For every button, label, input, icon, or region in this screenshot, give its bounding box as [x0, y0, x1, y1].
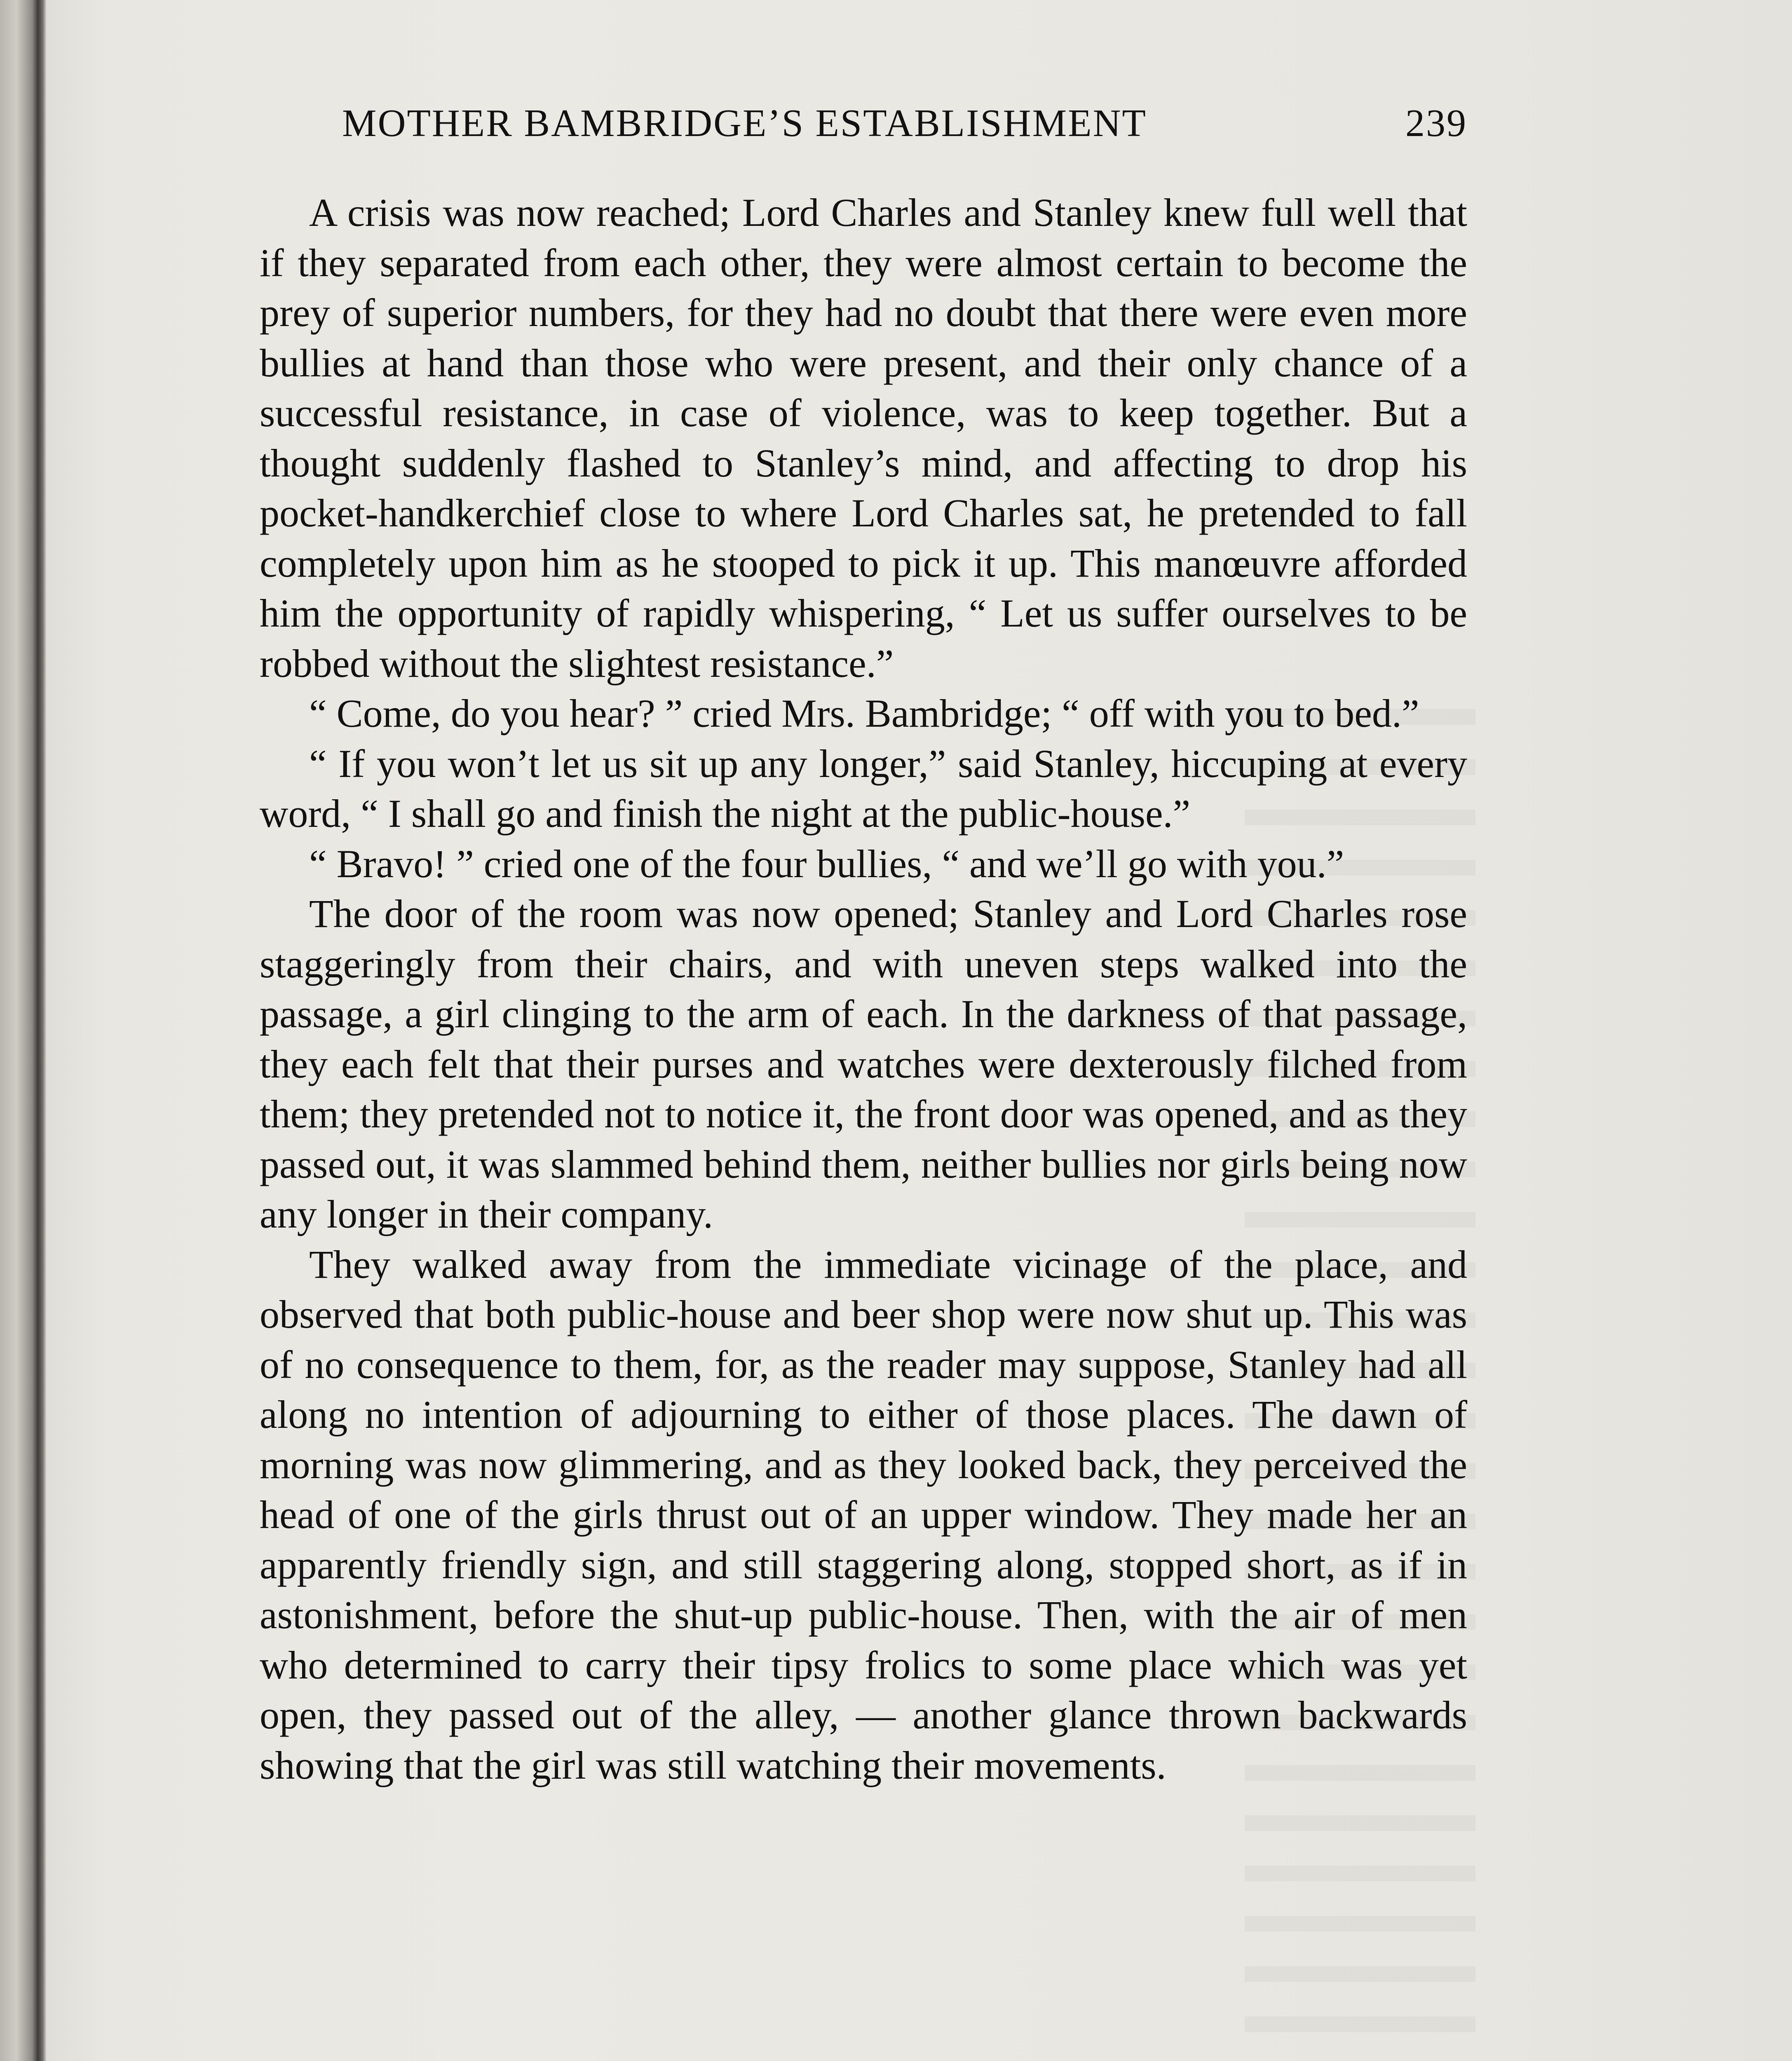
paragraph-4: “ Bravo! ” cried one of the four bullies, “ and we’ll go with you.” [309, 841, 1344, 886]
running-title: MOTHER BAMBRIDGE’S ESTABLISHMENT [342, 102, 1147, 145]
paragraph-2: “ Come, do you hear? ” cried Mrs. Bambridge; “ off with you to bed.” [309, 691, 1419, 735]
paragraph-6: They walked away from the immediate vicinage of the place, and observed that both public-house and beer shop were now shut up. This was of no consequence to them, for, as the reader may suppose, Stanley had all along no intention of adjourning to either of those places. The dawn of morning was now glimmering, and as they looked back, they perceived the head of one of the girls thrust out of an upper window. They made her an apparently friendly sign, and still staggering along, stopped short, as if in astonishment, before the shut-up public-house. Then, with the air of men who determined to carry their tipsy frolics to some place which was yet open, they passed out of the alley, — another glance thrown backwards showing that the girl was still watching their movements. [260, 1242, 1467, 1787]
page-number: 239 [1405, 102, 1467, 145]
page-body [260, 188, 1467, 2061]
running-header [342, 101, 1467, 155]
paragraph-1: A crisis was now reached; Lord Charles and Stanley knew full well that if they separated from each other, they were almost certain to become the prey of superior numbers, for they had no doubt that there were even more bullies at hand than those who were present, and their only chance of a successful resistance, in case of violence, was to keep together. But a thought suddenly flashed to Stanley’s mind, and affecting to drop his pocket-handkerchief close to where Lord Charles sat, he pretended to fall completely upon him as he stooped to pick it up. This manœuvre afforded him the opportunity of rapidly whispering, “ Let us suffer ourselves to be robbed without the slightest resistance.” [260, 190, 1467, 685]
paragraph-3: “ If you won’t let us sit up any longer,” said Stanley, hiccuping at every word, “ I shall go and finish the night at the public-house.” [260, 741, 1467, 836]
page-binding-edge [0, 0, 46, 2061]
paragraph-5: The door of the room was now opened; Stanley and Lord Charles rose staggeringly from their chairs, and with uneven steps walked into the passage, a girl clinging to the arm of each. In the darkness of that passage, they each felt that their purses and watches were dexterously filched from them; they pretended not to notice it, the front door was opened, and as they passed out, it was slammed behind them, neither bullies nor girls being now any longer in their company. [260, 892, 1467, 1236]
